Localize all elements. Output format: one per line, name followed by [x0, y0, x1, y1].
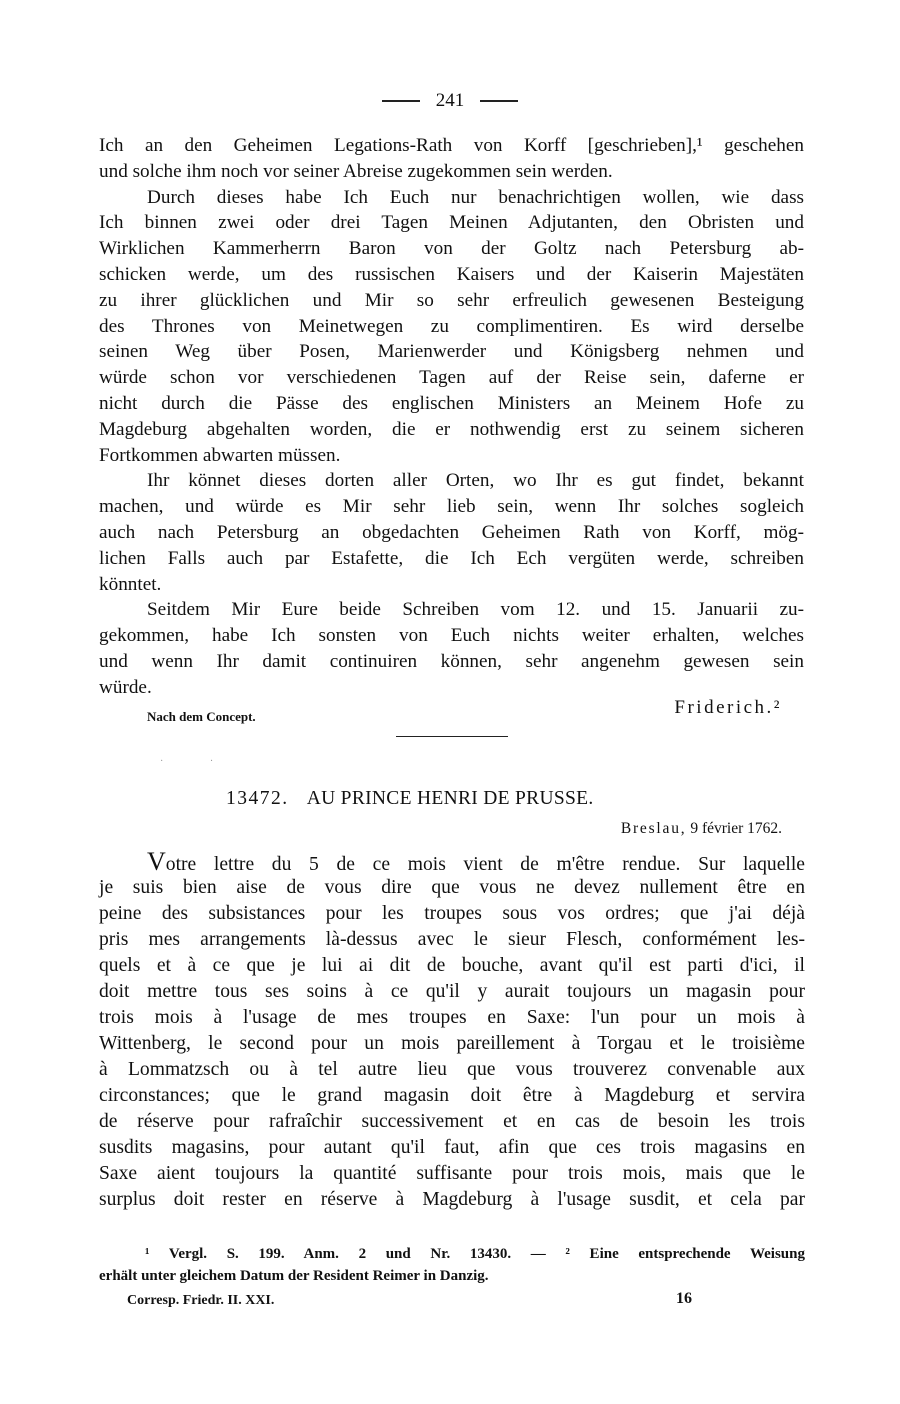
text-line: Wittenberg, le second pour un mois pareillement à Torgau et le troisième — [99, 1033, 805, 1054]
document-heading — [226, 788, 594, 810]
text-line: schicken werde, um des russischen Kaisers und der Kaiserin Majestäten — [99, 263, 804, 285]
text-line: pris mes arrangements là-dessus avec le sieur Flesch, conformément les- — [99, 929, 805, 950]
header-dash-right — [480, 100, 518, 101]
text-line: quels et à ce que je lui ai dit de bouche, avant qu'il est parti d'ici, il — [99, 955, 805, 976]
source-note: Nach dem Concept. — [147, 709, 256, 724]
text-line: Saxe aient toujours la quantité suffisante pour trois mois, mais que le — [99, 1163, 805, 1184]
text-line: lichen Falls auch par Estafette, die Ich Ech vergüten werde, schreiben — [99, 547, 804, 569]
text-line: Magdeburg abgehalten worden, die er nothwendig erst zu seinem sicheren — [99, 418, 804, 440]
text-line: des Thrones von Meinetwegen zu complimentiren. Es wird derselbe — [99, 315, 804, 337]
text-line: peine des subsistances pour les troupes sous vos ordres; que j'ai déjà — [99, 903, 805, 924]
dateline-place: Breslau, — [620, 820, 687, 837]
text-line: gekommen, habe Ich sonsten von Euch nichts weiter erhalten, welches — [99, 625, 804, 647]
text-line: seinen Weg über Posen, Marienwerder und Königsberg nehmen und — [99, 341, 804, 363]
text-line: und wenn Ihr damit continuiren können, sehr angenehm gewesen sein — [99, 650, 804, 672]
footnote-line: ¹ Vergl. S. 199. Anm. 2 und Nr. 13430. — ² Eine entsprechende Weisung — [145, 1246, 805, 1262]
text-line-rest: otre lettre du 5 de ce mois vient de m'être rendue. Sur laquelle — [165, 854, 805, 875]
sheet-number: 16 — [676, 1290, 692, 1307]
footnotes — [99, 1243, 805, 1287]
text-line: auch nach Petersburg an obgedachten Geheimen Rath von Korff, mög- — [99, 521, 804, 543]
section-divider — [396, 736, 508, 737]
text-line: Fortkommen abwarten müssen. — [99, 444, 341, 466]
text-line: trois mois à l'usage de mes troupes en Saxe: l'un pour un mois à — [99, 1007, 805, 1028]
text-line: Ich an den Geheimen Legations-Rath von Korff [geschrieben],¹ geschehen — [99, 135, 804, 156]
header-dash-left — [382, 100, 420, 101]
text-line: Durch dieses habe Ich Euch nur benachrichtigen wollen, wie dass — [147, 186, 804, 208]
text-line: Wirklichen Kammerherrn Baron von der Goltz nach Petersburg ab- — [99, 238, 804, 260]
text-line: à Lommatzsch ou à tel autre lieu que vous trouverez convenable aux — [99, 1059, 805, 1080]
page-footer — [127, 1290, 692, 1314]
text-line — [99, 849, 805, 875]
text-line: würde. — [99, 676, 152, 698]
french-letter-text — [99, 849, 805, 1213]
german-letter-text — [99, 133, 804, 701]
initial-letter: V — [147, 847, 166, 876]
text-line: je suis bien aise de vous dire que vous ne devez nullement être en — [99, 877, 805, 898]
text-line: susdits magasins, pour autant qu'il faut, afin que ces trois magasins en — [99, 1137, 805, 1158]
text-line: nicht durch die Pässe des englischen Ministers an Meinem Hofe zu — [99, 392, 804, 414]
series-signature: Corresp. Friedr. II. XXI. — [127, 1293, 275, 1308]
text-line: surplus doit rester en réserve à Magdeburg à l'usage susdit, et cela par — [99, 1189, 805, 1210]
dateline-date: 9 février 1762. — [690, 820, 782, 837]
text-line: könntet. — [99, 573, 162, 595]
footnote-line: erhält unter gleichem Datum der Resident Reimer in Danzig. — [99, 1268, 489, 1284]
document-title: AU PRINCE HENRI DE PRUSSE. — [306, 788, 594, 809]
page-header — [0, 86, 900, 116]
page-number: 241 — [435, 90, 465, 111]
text-line: Ich binnen zwei oder drei Tagen Meinen Adjutanten, den Obristen und — [99, 212, 804, 234]
text-line: Ihr könnet dieses dorten aller Orten, wo Ihr es gut findet, bekannt — [147, 470, 804, 492]
dateline — [621, 820, 782, 838]
text-line: würde schon vor verschiedenen Tagen auf der Reise sein, daferne er — [99, 367, 804, 389]
text-line: circonstances; que le grand magasin doit être à Magdeburg et servira — [99, 1085, 805, 1106]
text-line: zu ihrer glücklichen und Mir so sehr erfreulich gewesenen Besteigung — [99, 289, 804, 311]
signature-row — [147, 697, 782, 725]
signature: Friderich.² — [674, 697, 782, 718]
text-line: Seitdem Mir Eure beide Schreiben vom 12. und 15. Januarii zu- — [147, 599, 804, 621]
text-line: machen, und würde es Mir sehr lieb sein, wenn Ihr solches sogleich — [99, 496, 804, 518]
text-line: de réserve pour rafraîchir successivement et en cas de besoin les trois — [99, 1111, 805, 1132]
text-line: doit mettre tous ses soins à ce qu'il y aurait toujours un magasin pour — [99, 981, 805, 1002]
text-line: und solche ihm noch vor seiner Abreise zugekommen sein werden. — [99, 160, 613, 182]
document-number: 13472. — [226, 788, 289, 809]
print-specks: · · — [160, 756, 236, 767]
